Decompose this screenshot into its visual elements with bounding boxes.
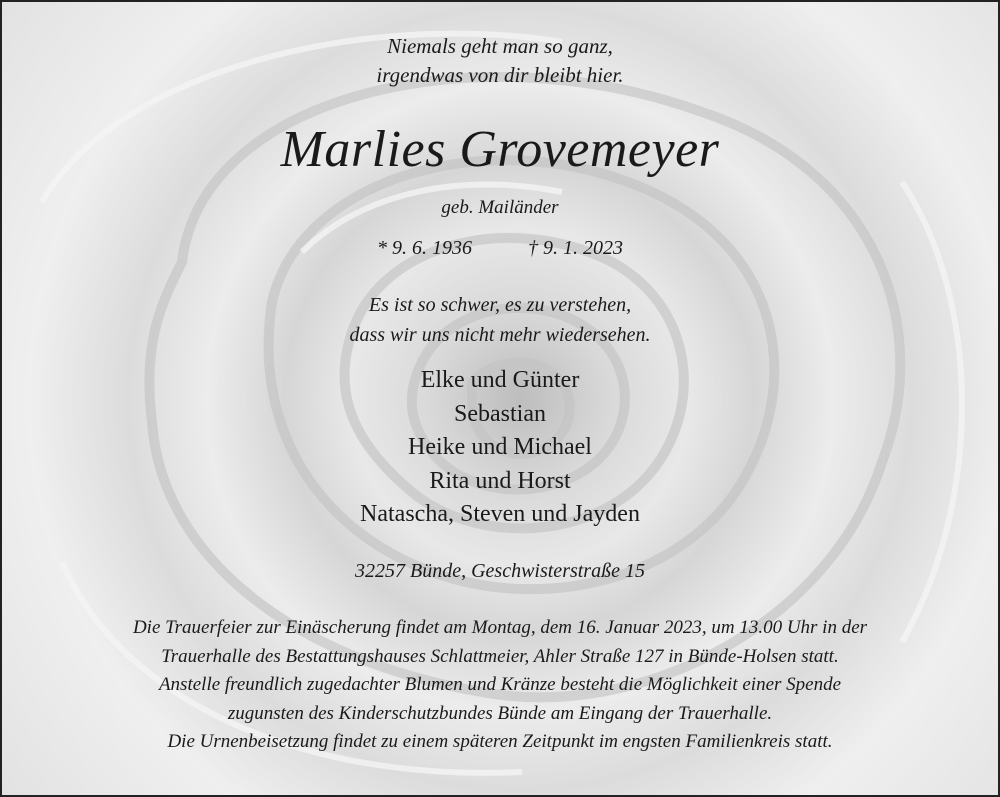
notice-line: Trauerhalle des Bestattungshauses Schlattmeier, Ahler Straße 127 in Bünde-Holsen statt. <box>161 645 839 667</box>
notice-line: Die Urnenbeisetzung findet zu einem späteren Zeitpunkt im engsten Familienkreis statt. <box>167 731 833 752</box>
motto-line: Niemals geht man so ganz, <box>387 34 613 58</box>
birth-date: * 9. 6. 1936 <box>377 237 472 259</box>
mourners-list <box>2 364 998 532</box>
notice-line: Die Trauerfeier zur Einäscherung findet am Montag, dem 16. Januar 2023, um 13.00 Uhr in der <box>132 617 868 638</box>
mourner-name: Rita und Horst <box>429 467 571 494</box>
birth-name: geb. Mailänder <box>441 197 559 218</box>
notice-line: Anstelle freundlich zugedachter Blumen und Kränze besteht die Möglichkeit einer Spende <box>158 674 842 695</box>
motto-line: irgendwas von dir bleibt hier. <box>376 63 624 87</box>
funeral-notice <box>2 614 998 757</box>
motto-text <box>2 32 998 90</box>
life-dates <box>2 237 998 260</box>
family-address: 32257 Bünde, Geschwisterstraße 15 <box>355 560 645 582</box>
verse-line: Es ist so schwer, es zu verstehen, <box>368 294 632 316</box>
notice-line: zugunsten des Kinderschutzbundes Bünde am Eingang der Trauerhalle. <box>227 702 773 724</box>
mourner-name: Sebastian <box>454 400 546 427</box>
mourner-name: Elke und Günter <box>420 367 580 393</box>
mourner-name: Heike und Michael <box>408 434 592 460</box>
verse-line: dass wir uns nicht mehr wiedersehen. <box>349 324 651 346</box>
verse-text <box>2 290 998 350</box>
deceased-name: Marlies Grovemeyer <box>280 121 720 178</box>
death-date: † 9. 1. 2023 <box>528 237 623 259</box>
mourner-name: Natascha, Steven und Jayden <box>360 501 640 527</box>
